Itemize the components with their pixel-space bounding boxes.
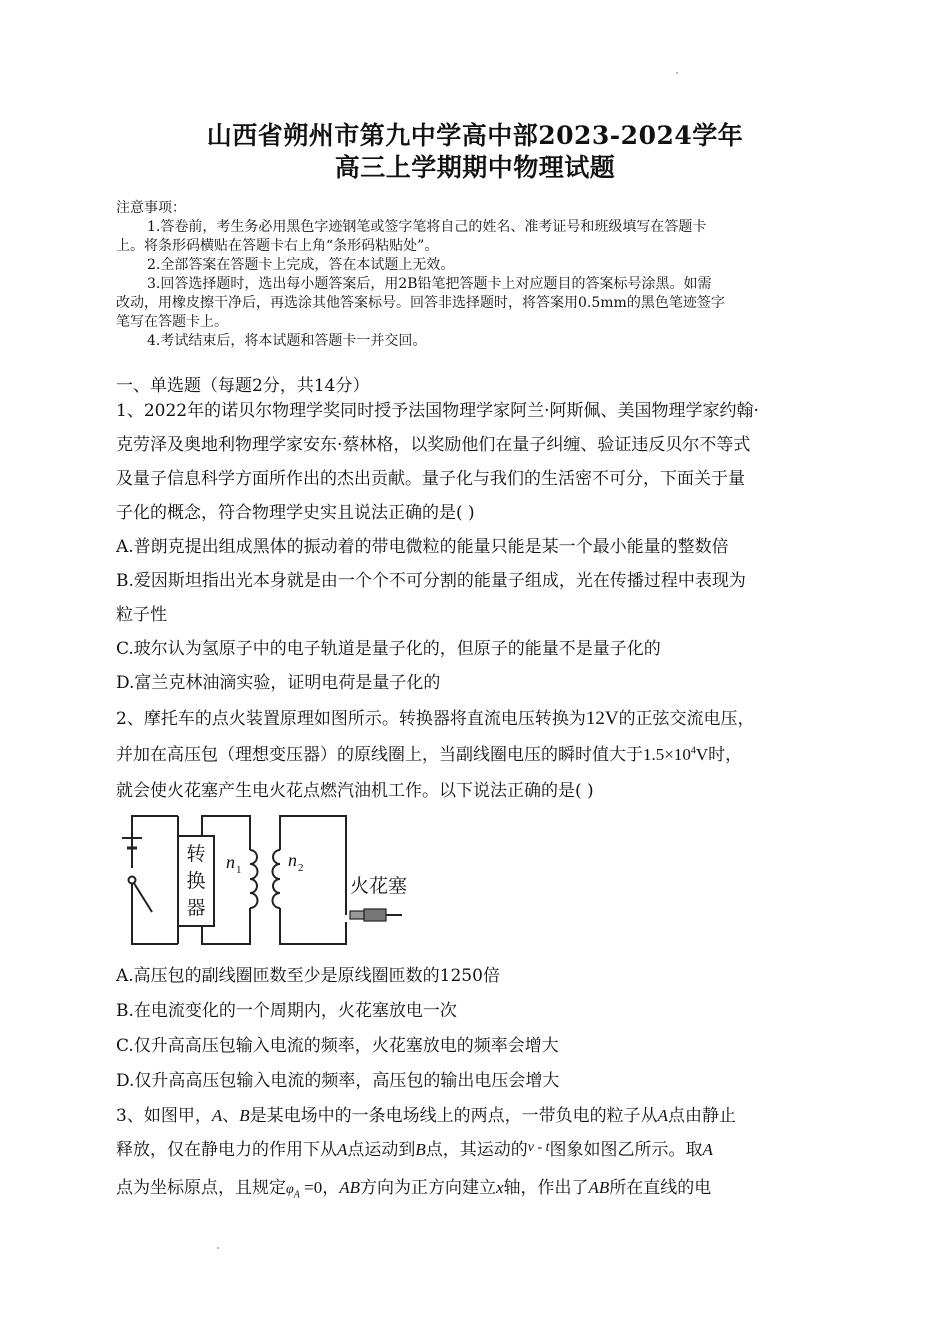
q1-option-c: C.玻尔认为氢原子中的电子轨道是量子化的，但原子的能量不是量子化的 [116, 639, 661, 659]
q2-line2: 并加在高压包（理想变压器）的原线圈上，当副线圈电压的瞬时值大于$1.5\times 10^4V$时， [116, 745, 743, 765]
vt-graph-label: v - t [527, 1140, 550, 1155]
q2-option-b: B.在电流变化的一个周期内，火花塞放电一次 [116, 1001, 457, 1021]
q1-option-d: D.富兰克林油滴实验，证明电荷是量子化的 [116, 673, 441, 693]
q2-line3: 就会使火花塞产生电火花点燃汽油机工作。以下说法正确的是( ) [116, 781, 594, 801]
notice-heading: 注意事项： [116, 200, 186, 216]
q3-line1: 3、如图甲，A、B是某电场中的一条电场线上的两点，一带负电的粒子从A点由静止 [116, 1106, 736, 1126]
exam-title-line2: 高三上学期期中物理试题 [334, 153, 616, 182]
q2-option-a: A.高压包的副线圈匝数至少是原线圈匝数的1250倍 [116, 966, 500, 986]
converter-label-char: 换 [186, 871, 206, 892]
q2-line1: 2、摩托车的点火装置原理如图所示。转换器将直流电压转换为12V的正弦交流电压， [116, 708, 755, 729]
q1-line: 1、2022年的诺贝尔物理学奖同时授予法国物理学家阿兰·阿斯佩、美国物理学家约翰· [116, 401, 759, 421]
q2-option-d: D.仅升高高压包输入电流的频率，高压包的输出电压会增大 [116, 1071, 560, 1091]
scan-speck [676, 72, 678, 74]
q1-option-a: A.普朗克提出组成黑体的振动着的带电微粒的能量只能是某一个最小能量的整数倍 [116, 537, 729, 557]
converter-label-char: 器 [186, 898, 206, 919]
ignition-circuit-diagram [118, 808, 418, 950]
notice-item: 3.回答选择题时，选出每小题答案后，用2B铅笔把答题卡上对应题目的答案标号涂黑。如需 [147, 276, 712, 292]
q1-option-b-cont: 粒子性 [116, 605, 167, 625]
n2-label: n [288, 850, 297, 870]
notice-item: 上。将条形码横贴在答题卡右上角“条形码粘贴处”。 [116, 238, 439, 254]
converter-label-char: 转 [186, 844, 206, 865]
spark-plug-icon [350, 911, 364, 919]
exam-title-line1: 山西省朔州市第九中学高中部2023-2024学年 [206, 121, 744, 150]
spark-plug-label: 火花塞 [350, 876, 408, 897]
scan-speck [217, 1247, 219, 1249]
n2-subscript: 2 [298, 862, 304, 874]
n1-subscript: 1 [236, 864, 242, 876]
q3-line3: 点为坐标原点，且规定$\varphi_A =0$，AB方向为正方向建立x轴，作出了AB所在直线的电 [116, 1178, 712, 1201]
section-heading: 一、单选题（每题2分，共14分） [116, 376, 370, 396]
threshold-value: $1.5\times 10^4V$ [643, 745, 709, 764]
phi-symbol: φ [286, 1182, 294, 1197]
voltage-value: 12V [585, 708, 619, 729]
q1-line: 子化的概念，符合物理学史实且说法正确的是( ) [116, 503, 475, 523]
q1-line: 克劳泽及奥地利物理学家安东·蔡林格，以奖励他们在量子纠缠、验证违反贝尔不等式 [116, 435, 751, 455]
notice-item: 1.答卷前，考生务必用黑色字迹钢笔或签字笔将自己的姓名、准考证号和班级填写在答题卡 [147, 219, 707, 235]
notice-block [116, 199, 836, 351]
notice-item: 改动，用橡皮擦干净后，再选涂其他答案标号。回答非选择题时，将答案用0.5mm的黑色笔迹签字 [116, 295, 725, 311]
notice-item: 笔写在答题卡上。 [116, 314, 228, 330]
notice-item: 2.全部答案在答题卡上完成，答在本试题上无效。 [147, 257, 455, 273]
q1-line: 及量子信息科学方面所作出的杰出贡献。量子化与我们的生活密不可分，下面关于量 [116, 469, 745, 489]
n1-label: n [226, 852, 235, 872]
q2-option-c: C.仅升高高压包输入电流的频率，火花塞放电的频率会增大 [116, 1036, 559, 1056]
q3-line2: 释放，仅在静电力的作用下从A点运动到B点，其运动的$^{v - t}$图象如图乙所示。取A [116, 1140, 713, 1160]
notice-item: 4.考试结束后，将本试题和答题卡一并交回。 [147, 333, 427, 349]
q1-option-b: B.爱因斯坦指出光本身就是由一个个不可分割的能量子组成，光在传播过程中表现为 [116, 571, 746, 591]
